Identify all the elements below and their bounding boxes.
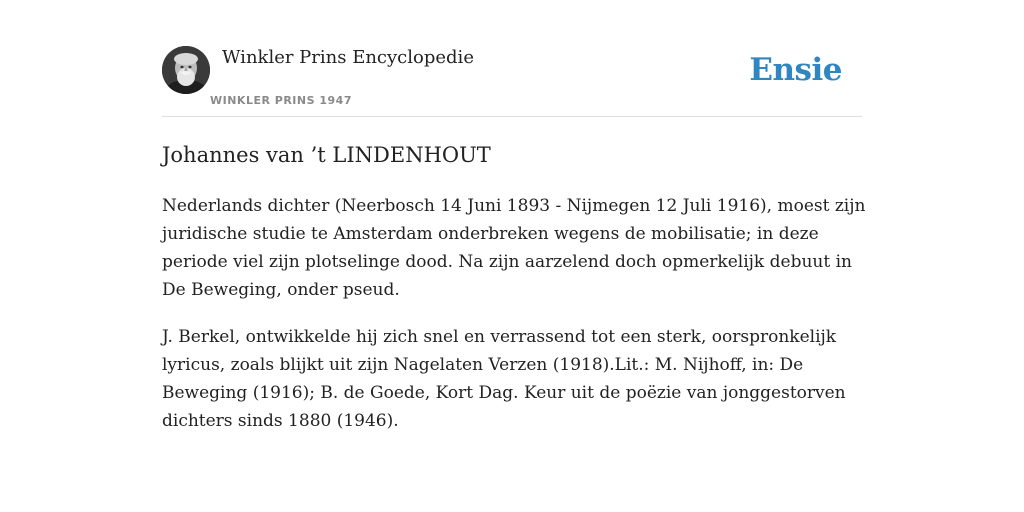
paragraph-line: juridische studie te Amsterdam onderbreken wegens de mobilisatie; in deze	[162, 224, 819, 244]
article-body	[162, 192, 866, 454]
paragraph-line: periode viel zijn plotselinge dood. Na zijn aarzelend doch opmerkelijk debuut in	[162, 252, 852, 272]
paragraph-line: dichters sinds 1880 (1946).	[162, 411, 399, 431]
article-paragraph	[162, 323, 852, 435]
paragraph-line: Nederlands dichter (Neerbosch 14 Juni 1893 - Nijmegen 12 Juli 1916), moest zijn	[162, 196, 866, 216]
source-subtitle[interactable]: WINKLER PRINS 1947	[210, 94, 352, 107]
paragraph-line: J. Berkel, ontwikkelde hij zich snel en verrassend tot een sterk, oorspronkelijk	[162, 327, 837, 347]
avatar[interactable]	[162, 46, 210, 94]
article-title: Johannes van ’t LINDENHOUT	[162, 143, 491, 167]
paragraph-line: lyricus, zoals blijkt uit zijn Nagelaten Verzen (1918).Lit.: M. Nijhoff, in: De	[162, 355, 804, 375]
bearded-man-portrait-icon	[162, 46, 210, 94]
paragraph-line: Beweging (1916); B. de Goede, Kort Dag. Keur uit de poëzie van jonggestorven	[162, 383, 846, 403]
paragraph-line: De Beweging, onder pseud.	[162, 280, 400, 300]
ensie-logo[interactable]: Ensie	[749, 52, 842, 88]
source-header	[162, 46, 862, 117]
article-paragraph	[162, 192, 866, 304]
source-title[interactable]: Winkler Prins Encyclopedie	[222, 47, 474, 68]
